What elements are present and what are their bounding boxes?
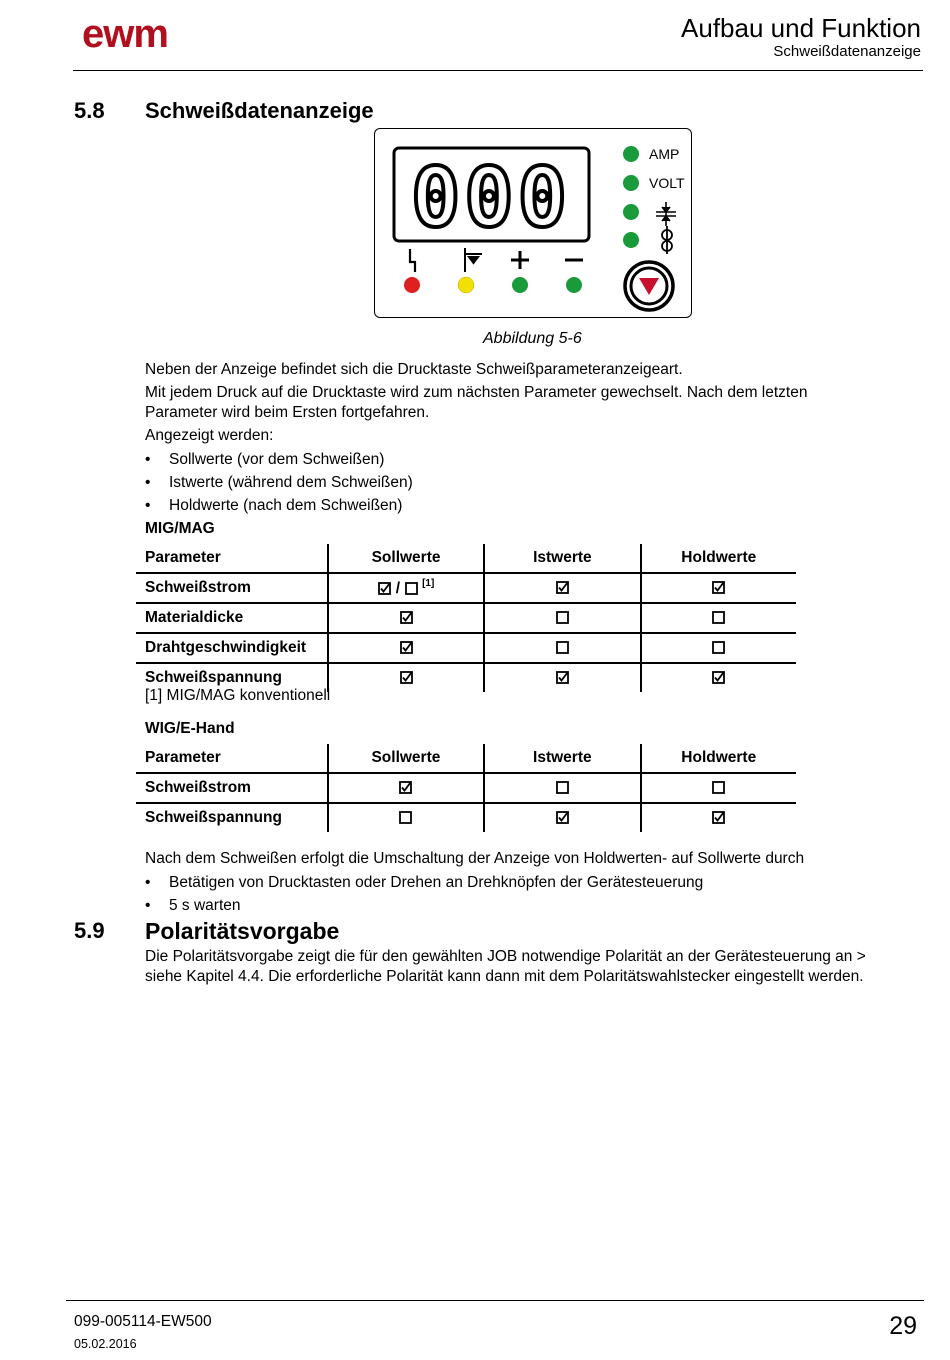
section-number: 5.8 [74, 98, 105, 123]
footnote-ref: [1] [422, 578, 435, 590]
list-item: • Betätigen von Drucktasten oder Drehen an Drehknöpfen der Gerätesteuerung [145, 874, 704, 891]
header-rule [73, 70, 923, 71]
unchecked-box-icon [556, 781, 569, 794]
row-label: Schweißspannung [145, 809, 282, 826]
list-item: • Istwerte (während dem Schweißen) [145, 474, 413, 491]
checked-box-icon [712, 671, 725, 684]
row-label: Schweißspannung [145, 669, 282, 686]
checked-box-icon [400, 641, 413, 654]
intro-paragraph-3: Angezeigt werden: [145, 427, 274, 444]
figure-caption: Abbildung 5-6 [483, 330, 582, 347]
led-volt [623, 175, 639, 191]
section-title: Schweißdatenanzeige [145, 98, 374, 123]
cell-ist [484, 773, 640, 803]
table-mig [136, 544, 796, 692]
page-number: 29 [889, 1312, 917, 1340]
cell-soll [328, 573, 484, 603]
amp-label: AMP [648, 145, 679, 162]
intro-paragraph-2a: Mit jedem Druck auf die Drucktaste wird zum nächsten Parameter gewechselt. Nach dem letzten [145, 384, 808, 401]
polarity-line-1: Die Polaritätsvorgabe zeigt die für den gewählten JOB notwendige Polarität an der Gerätesteuerung an > [145, 948, 866, 965]
table-footnote: [1] MIG/MAG konventionell [145, 687, 331, 704]
volt-label: VOLT [648, 174, 685, 191]
list-item: • Sollwerte (vor dem Schweißen) [145, 451, 385, 468]
table-row [136, 573, 796, 603]
unchecked-box-icon [399, 811, 412, 824]
unchecked-box-icon [405, 582, 418, 595]
cell-soll [328, 773, 484, 803]
col-soll: Sollwerte [328, 544, 484, 573]
cell-soll [328, 803, 484, 832]
unchecked-box-icon [712, 641, 725, 654]
led-wire [623, 232, 639, 248]
cell-ist [484, 803, 640, 832]
table-heading-mig: MIG/MAG [145, 520, 215, 537]
led-minus [566, 277, 582, 293]
cell-hold [641, 573, 796, 603]
cell-ist [484, 633, 640, 663]
polarity-line-2: siehe Kapitel 4.4. Die erforderliche Polarität kann dann mit dem Polaritätswahlstecker eingestellt werden. [145, 968, 864, 985]
unchecked-box-icon [556, 611, 569, 624]
col-soll: Sollwerte [328, 744, 484, 773]
slash-separator: / [395, 579, 401, 597]
checked-box-icon [712, 581, 725, 594]
cell-hold [641, 603, 796, 633]
checked-box-icon [556, 811, 569, 824]
checked-box-icon [556, 581, 569, 594]
header-subtitle: Schweißdatenanzeige [773, 43, 921, 60]
arc-icon [410, 249, 415, 272]
checked-box-icon [378, 582, 391, 595]
col-ist: Istwerte [484, 744, 640, 773]
led-amp [623, 146, 639, 162]
cell-hold [641, 803, 797, 832]
col-hold: Holdwerte [641, 544, 796, 573]
led-plus [512, 277, 528, 293]
hold-icon [465, 248, 482, 272]
table-row [136, 633, 796, 663]
checked-box-icon [399, 781, 412, 794]
table-header-row [136, 744, 796, 773]
control-panel-figure [374, 128, 692, 318]
col-parameter: Parameter [136, 544, 328, 573]
led-hold [458, 277, 474, 293]
display-digits: 000 [410, 150, 571, 246]
cell-ist [484, 663, 640, 692]
checked-box-icon [400, 611, 413, 624]
col-ist: Istwerte [484, 544, 640, 573]
footer-rule [66, 1300, 924, 1301]
intro-paragraph-1: Neben der Anzeige befindet sich die Drucktaste Schweißparameteranzeigeart. [145, 361, 683, 378]
checked-box-icon [556, 671, 569, 684]
table-wig [136, 744, 796, 832]
col-hold: Holdwerte [641, 744, 797, 773]
row-label: Materialdicke [136, 603, 328, 633]
after-paragraph: Nach dem Schweißen erfolgt die Umschaltung der Anzeige von Holdwerten- auf Sollwerte durch [145, 850, 805, 867]
unchecked-box-icon [556, 641, 569, 654]
unchecked-box-icon [712, 781, 725, 794]
checked-box-icon [400, 671, 413, 684]
section-title: Polaritätsvorgabe [145, 918, 340, 944]
section-number: 5.9 [74, 918, 105, 943]
document-number: 099-005114-EW500 [74, 1313, 212, 1330]
table-row [136, 603, 796, 633]
parameter-select-button[interactable] [625, 262, 673, 310]
led-arc [404, 277, 420, 293]
header-title: Aufbau und Funktion [681, 13, 921, 43]
cell-soll [328, 603, 484, 633]
table-row [136, 773, 796, 803]
col-parameter: Parameter [136, 744, 328, 773]
logo-text: ewm [82, 14, 168, 54]
ewm-logo [82, 14, 212, 54]
list-item: • Holdwerte (nach dem Schweißen) [145, 497, 403, 514]
checked-box-icon [712, 811, 725, 824]
cell-ist [484, 603, 640, 633]
cell-soll [328, 663, 484, 692]
wire-feed-icon [662, 226, 672, 254]
table-row [136, 803, 796, 832]
led-thickness [623, 204, 639, 220]
table-header-row [136, 544, 796, 573]
table-heading-wig: WIG/E-Hand [145, 720, 235, 737]
cell-soll [328, 633, 484, 663]
list-item: • 5 s warten [145, 897, 241, 914]
cell-ist [484, 573, 640, 603]
row-label: Schweißstrom [136, 773, 328, 803]
cell-hold [641, 663, 796, 692]
unchecked-box-icon [712, 611, 725, 624]
intro-paragraph-2b: Parameter wird beim Ersten fortgefahren. [145, 404, 430, 421]
row-label: Drahtgeschwindigkeit [136, 633, 328, 663]
document-date: 05.02.2016 [74, 1337, 137, 1351]
material-thickness-icon [656, 202, 676, 226]
cell-hold [641, 633, 796, 663]
cell-hold [641, 773, 797, 803]
row-label: Schweißstrom [136, 573, 328, 603]
plus-icon [511, 251, 529, 269]
